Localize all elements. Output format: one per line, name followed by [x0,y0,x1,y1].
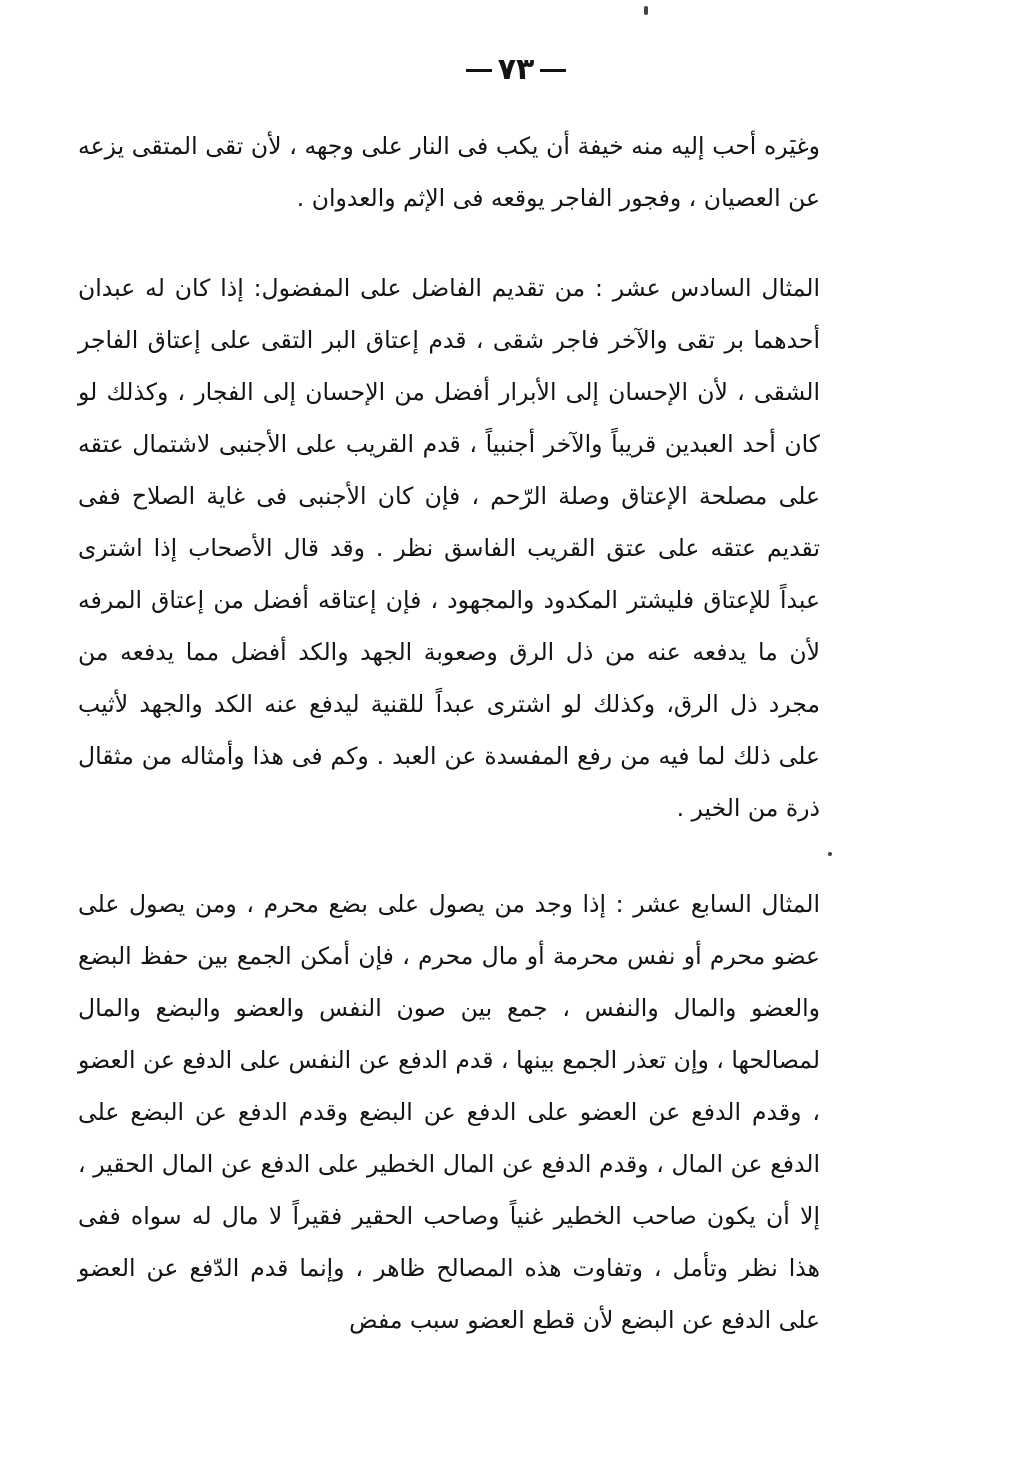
paragraph-example-16: المثال السادس عشر : من تقديم الفاضل على المفضول: إذا كان له عبدان أحدهما بر تقى والآخر فاجر شقى ، قدم إعتاق البر التقى على إعتاق الفاجر الشقى ، لأن الإحسان إلى الأبرار أفضل من الإحسان إلى الفجار ، وكذلك لو كان أحد العبدين قريباً والآخر أجنبياً ، قدم القريب على الأجنبى لاشتمال عتقه على مصلحة الإعتاق وصلة الرّحم ، فإن كان الأجنبى فى غاية الصلاح ففى تقديم عتقه على عتق القريب الفاسق نظر . وقد قال الأصحاب إذا اشترى عبداً للإعتاق فليشتر المكدود والمجهود ، فإن إعتاقه أفضل من إعتاق المرفه لأن ما يدفعه عنه من ذل الرق وصعوبة الجهد والكد أفضل مما يدفعه من مجرد ذل الرق، وكذلك لو اشترى عبداً للقنية ليدفع عنه الكد والجهد لأثيب على ذلك لما فيه من رفع المفسدة عن العبد . وكم فى هذا وأمثاله من مثقال ذرة من الخير . [78,274,820,822]
page-number-dash [466,69,492,72]
page-number-text: ٧٣ [497,52,535,87]
scan-speck [828,852,832,856]
scan-speck [644,6,648,15]
page-number-dash [540,69,566,72]
paragraph-continuation: وغيره أحب إليه منه خيفة أن يكب فى النار على وجهه ، لأن تقى المتقى يزعه عن العصيان ، وفجور الفاجر يوقعه فى الإثم والعدوان . [78,132,820,212]
paragraph-example-17: المثال السابع عشر : إذا وجد من يصول على بضع محرم ، ومن يصول على عضو محرم أو نفس محرمة أو مال محرم ، فإن أمكن الجمع بين حفظ البضع والعضو والمال والنفس ، جمع بين صون النفس والعضو والبضع والمال لمصالحها ، وإن تعذر الجمع بينها ، قدم الدفع عن النفس على الدفع عن العضو ، وقدم الدفع عن العضو على الدفع عن البضع وقدم الدفع عن البضع على الدفع عن المال ، وقدم الدفع عن المال الخطير على الدفع عن المال الحقير ، إلا أن يكون صاحب الخطير غنياً وصاحب الحقير فقيراً لا مال له سواه ففى هذا نظر وتأمل ، وتفاوت هذه المصالح ظاهر ، وإنما قدم الدّفع عن العضو على الدفع عن البضع لأن قطع العضو سبب مفض [78,890,820,1334]
page-number [0,52,1032,87]
